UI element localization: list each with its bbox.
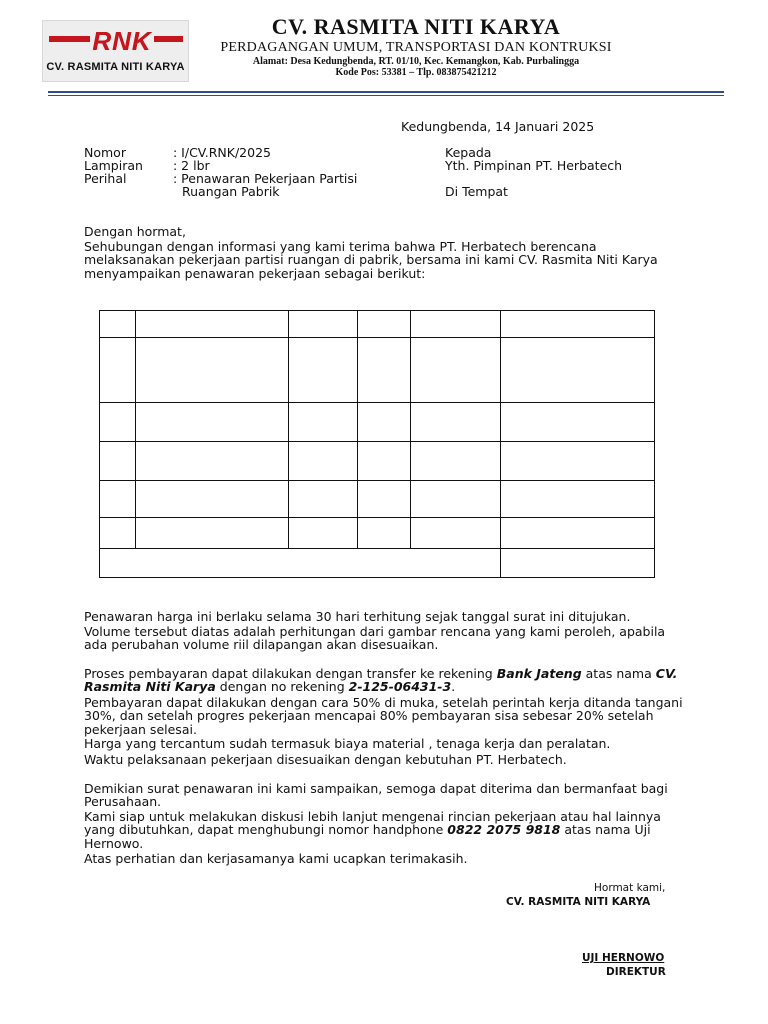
table-cell xyxy=(501,338,655,403)
table-cell xyxy=(357,480,411,517)
table-cell xyxy=(357,442,411,480)
table-cell xyxy=(288,442,357,480)
recipient-line-1: Kepada xyxy=(445,145,492,160)
table-cell xyxy=(411,480,501,517)
table-row xyxy=(100,311,655,338)
table-cell xyxy=(288,480,357,517)
recipient-line-3: Di Tempat xyxy=(445,184,508,199)
payment-text: Proses pembayaran dapat dilakukan dengan transfer ke rekening xyxy=(84,666,493,681)
table-cell xyxy=(288,311,357,338)
perihal-value-2: Ruangan Pabrik xyxy=(182,184,280,199)
table-cell xyxy=(357,403,411,442)
signer-name: UJI HERNOWO xyxy=(582,952,665,964)
table-row xyxy=(100,442,655,480)
table-cell xyxy=(135,338,288,403)
table-cell xyxy=(135,311,288,338)
nomor-label: Nomor xyxy=(84,145,126,160)
terms-paragraph: Pembayaran dapat dilakukan dengan cara 50% di muka, setelah perintah kerja ditanda tangani 30%, dan setelah progres pekerjaan mencapai 80% pembayaran sisa sebesar 20% setelah pekerjaan selesai. xyxy=(84,695,683,737)
company-name: CV. RASMITA NITI KARYA xyxy=(271,14,561,39)
table-cell xyxy=(100,403,136,442)
perihal-value-1: : Penawaran Pekerjaan Partisi xyxy=(173,171,358,186)
business-line: PERDAGANGAN UMUM, TRANSPORTASI DAN KONTRUKSI xyxy=(220,40,612,55)
table-row xyxy=(100,338,655,403)
table-cell xyxy=(100,548,501,577)
table-cell xyxy=(357,517,411,548)
table-cell xyxy=(135,442,288,480)
table-cell xyxy=(288,338,357,403)
closing-paragraph-2 xyxy=(84,810,684,850)
lampiran-value: : 2 lbr xyxy=(173,158,210,173)
schedule-paragraph: Waktu pelaksanaan pekerjaan disesuaikan dengan kebutuhan PT. Herbatech. xyxy=(84,752,567,767)
payment-text: dengan no rekening xyxy=(219,679,345,695)
bank-name: Bank Jateng xyxy=(496,666,582,681)
table-cell xyxy=(135,480,288,517)
price-included-paragraph: Harga yang tercantum sudah termasuk biaya material , tenaga kerja dan peralatan. xyxy=(84,736,611,751)
table-cell xyxy=(288,517,357,548)
account-number: 2-125-06431-3 xyxy=(348,679,452,695)
phone-number: 0822 2075 9818 xyxy=(447,822,561,838)
closing-paragraph-1: Demikian surat penawaran ini kami sampaikan, semoga dapat diterima dan bermanfaat bagi Perusahaan. xyxy=(84,781,668,810)
table-cell xyxy=(501,517,655,548)
table-cell xyxy=(501,403,655,442)
table-cell xyxy=(288,403,357,442)
payment-paragraph xyxy=(84,667,684,694)
table-cell xyxy=(501,480,655,517)
volume-paragraph: Volume tersebut diatas adalah perhitungan dari gambar rencana yang kami peroleh, apabila ada perubahan volume riil dilapangan akan disesuaikan. xyxy=(84,624,666,653)
closing-text: Kami siap untuk melakukan diskusi lebih lanjut mengenai rincian pekerjaan atau hal lainnya yang dibutuhkan, dapat menghubungi nomor handphone xyxy=(84,809,661,838)
table-cell xyxy=(357,338,411,403)
signature-company: CV. RASMITA NITI KARYA xyxy=(506,896,651,908)
greeting: Dengan hormat, xyxy=(84,224,186,239)
table-cell xyxy=(501,442,655,480)
table-cell xyxy=(135,403,288,442)
payment-text: atas nama xyxy=(585,666,652,681)
table-row xyxy=(100,480,655,517)
table-cell xyxy=(100,442,136,480)
perihal-label: Perihal xyxy=(84,171,127,186)
nomor-value: : I/CV.RNK/2025 xyxy=(173,145,271,160)
table-cell xyxy=(411,442,501,480)
intro-paragraph: Sehubungan dengan informasi yang kami terima bahwa PT. Herbatech berencana melaksanakan pekerjaan partisi ruangan di pabrik, bersama ini kami CV. Rasmita Niti Karya menyampaikan penawaran pekerjaan sebagai berikut: xyxy=(84,239,658,281)
table-row xyxy=(100,517,655,548)
place-date: Kedungbenda, 14 Januari 2025 xyxy=(401,119,595,134)
table-cell xyxy=(501,311,655,338)
table-cell xyxy=(135,517,288,548)
header-rule-thick xyxy=(48,91,724,93)
table-cell xyxy=(411,517,501,548)
validity-paragraph: Penawaran harga ini berlaku selama 30 hari terhitung sejak tanggal surat ini ditujukan. xyxy=(84,609,631,624)
logo-mark: RNK xyxy=(92,26,152,56)
header-rule-thin xyxy=(48,95,724,96)
table-cell xyxy=(100,480,136,517)
table-cell xyxy=(357,311,411,338)
postal-phone: Kode Pos: 53381 – Tlp. 083875421212 xyxy=(335,67,497,78)
table-cell xyxy=(100,338,136,403)
table-cell xyxy=(411,311,501,338)
table-cell xyxy=(411,403,501,442)
signature-salutation: Hormat kami, xyxy=(594,882,666,894)
lampiran-label: Lampiran xyxy=(84,158,143,173)
recipient-line-2: Yth. Pimpinan PT. Herbatech xyxy=(445,158,623,173)
signer-title: DIREKTUR xyxy=(606,966,666,978)
table-row xyxy=(100,403,655,442)
table-cell xyxy=(100,517,136,548)
table-total-row xyxy=(100,548,655,577)
table-cell xyxy=(411,338,501,403)
table-cell xyxy=(100,311,136,338)
company-address: Alamat: Desa Kedungbenda, RT. 01/10, Kec. Kemangkon, Kab. Purbalingga xyxy=(252,56,580,67)
company-logo xyxy=(42,20,189,82)
offer-table xyxy=(99,310,655,578)
closing-text: atas nama Uji Hernowo. xyxy=(84,822,651,851)
account-name: CV. Rasmita Niti Karya xyxy=(84,666,678,695)
payment-text: . xyxy=(451,679,456,695)
table-cell xyxy=(501,548,655,577)
logo-text: CV. RASMITA NITI KARYA xyxy=(46,61,185,73)
closing-paragraph-3: Atas perhatian dan kerjasamanya kami ucapkan terimakasih. xyxy=(84,851,468,866)
